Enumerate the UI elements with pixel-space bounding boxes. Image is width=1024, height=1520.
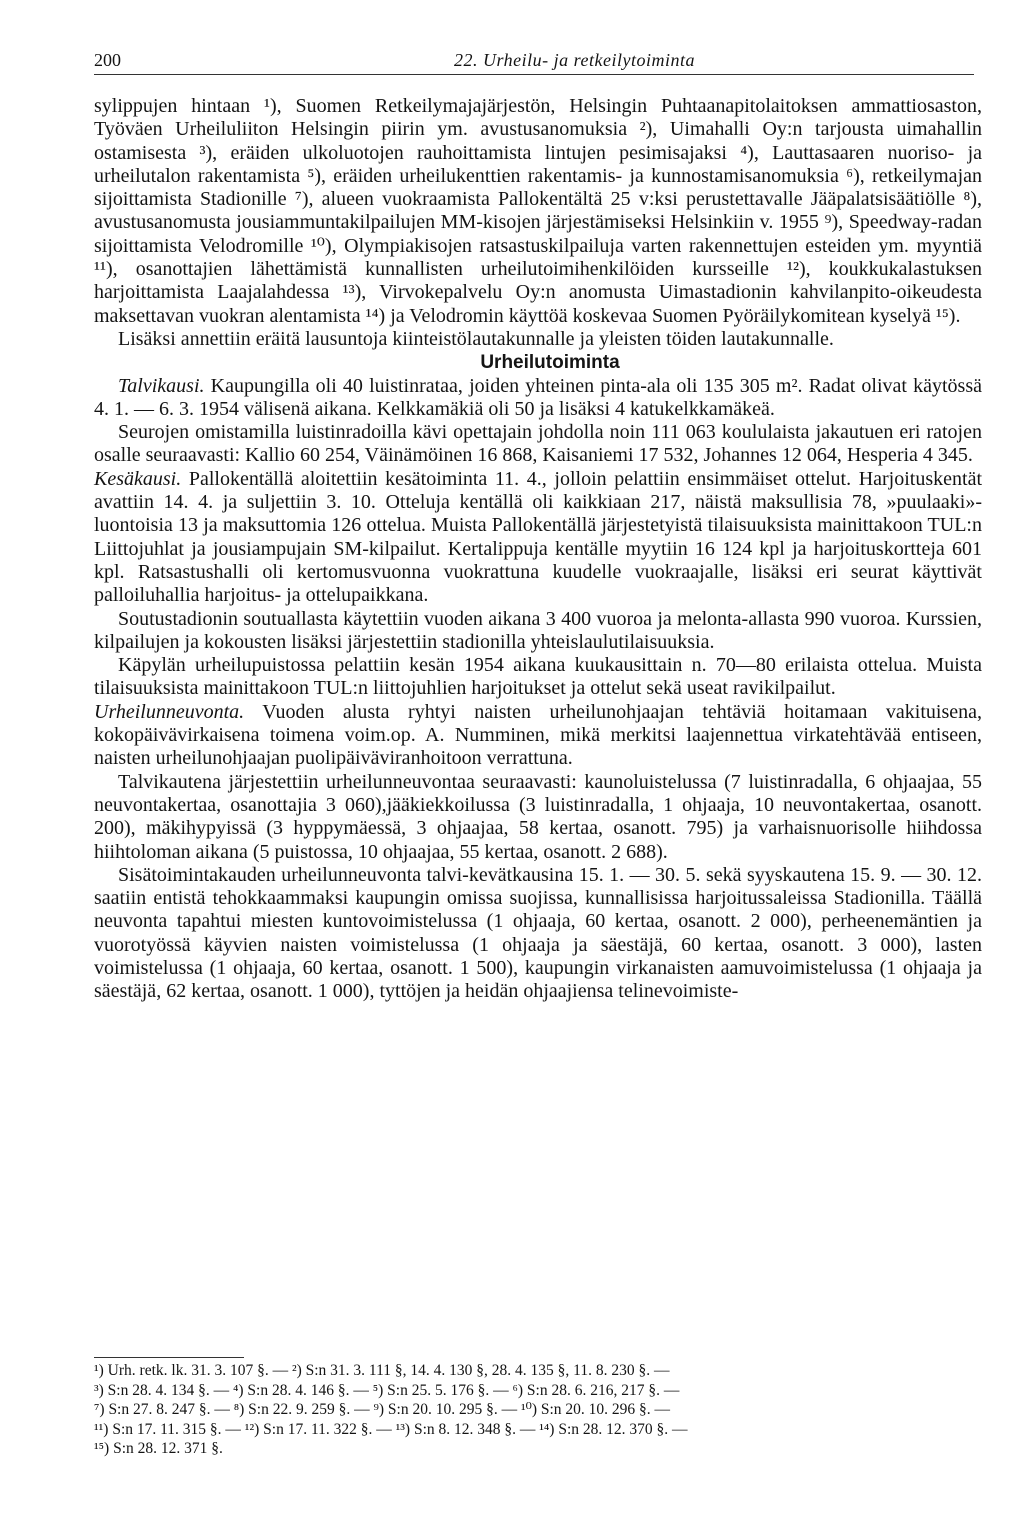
paragraph-text: Vuoden alusta ryhtyi naisten urheilunohjaajan tehtäviä hoitamaan vakituisena, kokopäivävirkaisena toimena voim.op. A. Numminen, mikä merkitsi laajennettua virkatehtävää entiseen, naisten urheilunohjaajan puolipäiväviranhoitoon verrattuna.	[94, 700, 982, 770]
footnote-line: ¹) Urh. retk. lk. 31. 3. 107 §. — ²) S:n 31. 3. 111 §, 14. 4. 130 §, 28. 4. 135 §, 11. 8. 230 §. —	[94, 1362, 670, 1379]
paragraph: Sisätoimintakauden urheilunneuvonta talvi-kevätkausina 15. 1. — 30. 5. sekä syyskautena 15. 9. — 30. 12. saatiin entistä tehokkaammaksi kaupungin omissa suojissa, kunnallisissa harjoitussaleissa Stadionilla. Täällä neuvonta tapahtui miesten kuntovoimistelussa (1 ohjaaja, 60 kertaa, osanott. 2 000), perheenemäntien ja vuorotyössä käyvien naisten voimistelussa (1 ohjaaja ja säestäjä, 60 kertaa, osanott. 3 000), lasten voimistelussa (1 ohjaaja, 60 kertaa, osanott. 1 500), kaupungin virkanaisten aamuvoimistelussa (1 ohjaaja ja säestäjä, 62 kertaa, osanott. 1 000), tyttöjen ja heidän ohjaajiensa telinevoimiste-	[94, 863, 982, 1003]
section-heading: Urheilutoiminta	[480, 352, 620, 374]
paragraph: Käpylän urheilupuistossa pelattiin kesän 1954 aikana kuukausittain n. 70—80 erilaista ottelua. Muista tilaisuuksista mainittakoon TUL:n liittojuhlien harjoitukset ja ottelut sekä useat ravikilpailut.	[94, 654, 982, 700]
body-text	[94, 95, 982, 1004]
footnote-line: ⁷) S:n 27. 8. 247 §. — ⁸) S:n 22. 9. 259 §. — ⁹) S:n 20. 10. 295 §. — ¹⁰) S:n 20. 10. 296 §. —	[94, 1401, 671, 1418]
footnote-divider	[94, 1357, 244, 1358]
footnotes	[94, 1361, 982, 1459]
paragraph-text: Kaupungilla oli 40 luistinrataa, joiden yhteinen pinta-ala oli 135 305 m². Radat olivat käytössä 4. 1. — 6. 3. 1954 välisenä aikana. Kelkkamäkiä oli 50 ja lisäksi 4 katukelkkamäkeä.	[94, 374, 982, 420]
paragraph: Seurojen omistamilla luistinradoilla kävi opettajain johdolla noin 111 063 koululaista jakautuen eri ratojen osalle seuraavasti: Kallio 60 254, Väinämöinen 16 868, Kaisaniemi 17 532, Johannes 12 064, Hesperia 4 345.	[94, 421, 982, 467]
run-in-heading: Kesäkausi.	[94, 467, 182, 490]
run-in-heading: Urheilunneuvonta.	[94, 700, 245, 723]
paragraph: sylippujen hintaan ¹), Suomen Retkeilymajajärjestön, Helsingin Puhtaanapitolaitoksen ammattiosaston, Työväen Urheiluliiton Helsingin piirin ym. avustusanomuksia ²), Uimahalli Oy:n tarjousta uimahallin ostamisesta ³), eräiden ulkoluotojen rauhoittamista lintujen pesimisajaksi ⁴), Lauttasaaren nuoriso- ja urheilutalon rakentamista ⁵), eräiden urheilukenttien rakentamis- ja kunnostamisanomuksia ⁶), retkeilymajan sijoittamista Stadionille ⁷), alueen vuokraamista Pallokentältä 25 v:ksi perustettavalle Jääpalatsisäätiölle ⁸), avustusanomusta jousiammuntakilpailujen MM-kisojen järjestämiseksi Helsinkiin v. 1955 ⁹), Speedway-radan sijoittamista Velodromille ¹⁰), Olympiakisojen ratsastuskilpailuja varten rakennettujen esteiden ym. myyntiä ¹¹), osanottajien lähettämistä kunnallisten urheilutoimihenkilöiden kursseille ¹²), koukkukalastuksen harjoittamista Laajalahdessa ¹³), Virvokepalvelu Oy:n anomusta Uimastadionin kahvilanpito-oikeudesta maksettavan vuokran alentamista ¹⁴) ja Velodromin käyttöä koskevaa Suomen Pyöräilykomitean kyselyä ¹⁵).	[94, 95, 982, 327]
page-number: 200	[94, 50, 121, 70]
chapter-title: 22. Urheilu- ja retkeilytoiminta	[454, 50, 695, 70]
paragraph	[94, 375, 982, 422]
paragraph	[94, 701, 982, 771]
run-in-heading: Talvikausi.	[118, 374, 205, 397]
footnote-line: ¹⁵) S:n 28. 12. 371 §.	[94, 1440, 223, 1457]
paragraph: Soutustadionin soutuallasta käytettiin vuoden aikana 3 400 vuoroa ja melonta-allasta 990 vuoroa. Kurssien, kilpailujen ja kokousten lisäksi järjestettiin stadionilla yhteislaulutilaisuuksia.	[94, 607, 982, 653]
footnote-line: ³) S:n 28. 4. 134 §. — ⁴) S:n 28. 4. 146 §. — ⁵) S:n 25. 5. 176 §. — ⁶) S:n 28. 6. 216, 217 §. —	[94, 1381, 680, 1399]
running-header	[94, 44, 974, 75]
paragraph-text: Pallokentällä aloitettiin kesätoiminta 11. 4., jolloin pelattiin ensimmäiset ottelut. Harjoituskentät avattiin 14. 4. ja suljettiin 3. 10. Otteluja kentällä oli kaikkiaan 217, näistä maksullisia 78, »puulaaki»-luontoisia 13 ja maksuttomia 126 ottelua. Muista Pallokentällä järjestetyistä tilaisuuksista mainittakoon TUL:n Liittojuhlat ja jousiampujain SM-kilpailut. Kertalippuja kentälle myytiin 16 124 kpl ja harjoituskortteja 601 kpl. Ratsastushalli oli kertomusvuonna vuokrattuna kuudelle vuokraajalle, lisäksi eri seurat käyttivät palloiluhallia harjoitus- ja ottelupaikkana.	[94, 467, 982, 607]
footnote-line: ¹¹) S:n 17. 11. 315 §. — ¹²) S:n 17. 11. 322 §. — ¹³) S:n 8. 12. 348 §. — ¹⁴) S:n 28. 12. 370 §. —	[94, 1420, 688, 1438]
paragraph	[94, 468, 982, 608]
paragraph: Talvikautena järjestettiin urheilunneuvontaa seuraavasti: kaunoluistelussa (7 luistinradalla, 6 ohjaajaa, 55 neuvontakertaa, osanottajia 3 060),jääkiekkoilussa (3 luistinradalla, 1 ohjaaja, 10 neuvontakertaa, osanott. 200), mäkihypyissä (3 hyppymäessä, 3 ohjaajaa, 58 kertaa, osanott. 795) ja varhaisnuorisolle hiihdossa hiihtoloman aikana (5 puistossa, 10 ohjaajaa, 55 kertaa, osanott. 2 688).	[94, 770, 982, 863]
paragraph: Lisäksi annettiin eräitä lausuntoja kiinteistölautakunnalle ja yleisten töiden lautakunnalle.	[118, 327, 834, 350]
